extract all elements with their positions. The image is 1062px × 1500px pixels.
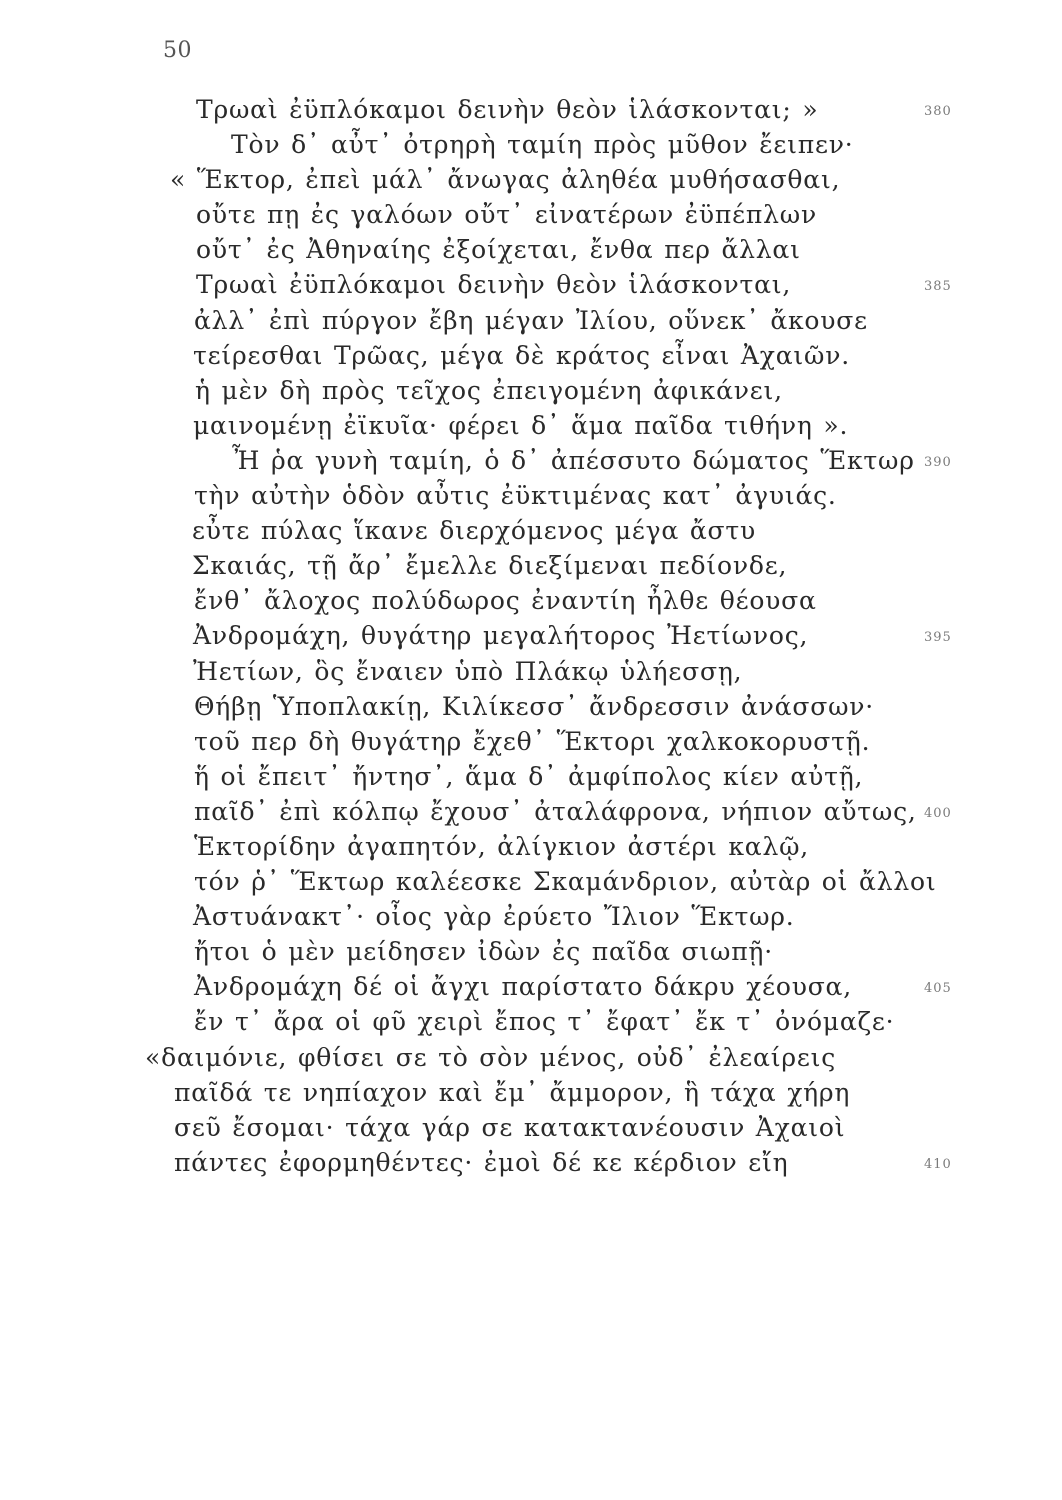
verse-line [0,794,1062,829]
verse-line [0,338,1062,373]
verse-line [0,654,1062,689]
verse-text: « Ἕκτορ, ἐπεὶ μάλ᾽ ἄνωγας ἀληθέα μυθήσασθαι, [170,165,841,195]
verse-text: Ἀνδρομάχη δέ οἱ ἄγχι παρίστατο δάκρυ χέουσα, [194,972,852,1002]
verse-line [0,1110,1062,1145]
verse-line [0,1040,1062,1075]
verse-line [0,127,1062,162]
verse-line [0,934,1062,969]
verse-text: Τρωαὶ ἐϋπλόκαμοι δεινὴν θεὸν ἱλάσκονται, [196,270,792,300]
verse-line [0,197,1062,232]
line-number: 390 [924,454,952,470]
verse-text: τοῦ περ δὴ θυγάτηρ ἔχεθ᾽ Ἕκτορι χαλκοκορυστῇ. [194,726,871,756]
verse-line [0,899,1062,934]
verse-text: σεῦ ἔσομαι· τάχα γάρ σε κατακτανέουσιν Ἀχαιοὶ [174,1112,846,1142]
verse-text: Ἑκτορίδην ἀγαπητόν, ἀλίγκιον ἀστέρι καλῷ, [194,831,810,861]
verse-line [0,829,1062,864]
line-number: 380 [924,104,952,119]
verse-line [0,548,1062,583]
verse-text: παῖδ᾽ ἐπὶ κόλπῳ ἔχουσ᾽ ἀταλάφρονα, νήπιον αὔτως, [194,796,917,826]
verse-line [0,443,1062,478]
verse-line [0,478,1062,513]
line-number: 395 [924,630,952,646]
verse-line [0,689,1062,724]
verse-line [0,1075,1062,1110]
verse-line [0,618,1062,653]
verse-line [0,759,1062,794]
verse-text: πάντες ἐφορμηθέντες· ἐμοὶ δέ κε κέρδιον εἴη [174,1147,789,1177]
verse-line [0,267,1062,302]
verse-text: οὔτ᾽ ἐς Ἀθηναίης ἐξοίχεται, ἔνθα περ ἄλλαι [196,235,801,265]
verse-line [0,162,1062,197]
verse-line [0,864,1062,899]
verse-text: ἤτοι ὁ μὲν μείδησεν ἰδὼν ἐς παῖδα σιωπῇ· [194,937,773,967]
verse-line [0,303,1062,338]
verse-line [0,408,1062,443]
verse-text: ἀλλ᾽ ἐπὶ πύργον ἔβη μέγαν Ἰλίου, οὕνεκ᾽ ἄκουσε [194,305,868,335]
verse-line [0,1004,1062,1039]
verse-text: ἥ οἱ ἔπειτ᾽ ἤντησ᾽, ἅμα δ᾽ ἀμφίπολος κίεν αὐτῇ, [194,761,864,791]
verse-line [0,373,1062,408]
verse-line [0,724,1062,759]
verse-line [0,583,1062,618]
verse-text: ἔνθ᾽ ἄλοχος πολύδωρος ἐναντίη ἦλθε θέουσα [194,586,817,616]
verse-text: Σκαιάς, τῇ ἄρ᾽ ἔμελλε διεξίμεναι πεδίονδε, [192,551,788,581]
verse-text: τόν ῥ᾽ Ἕκτωρ καλέεσκε Σκαμάνδριον, αὐτὰρ οἱ ἄλλοι [194,867,937,897]
verse-line [0,513,1062,548]
verse-text: οὔτε πῃ ἐς γαλόων οὔτ᾽ εἰνατέρων ἐϋπέπλων [196,200,817,230]
verse-line [0,232,1062,267]
verse-text: Τρωαὶ ἐϋπλόκαμοι δεινὴν θεὸν ἱλάσκονται; » [196,95,819,124]
line-number: 405 [924,981,952,997]
verse-text: εὖτε πύλας ἵκανε διερχόμενος μέγα ἄστυ [192,516,757,546]
verse-text: τείρεσθαι Τρῶας, μέγα δὲ κράτος εἶναι Ἀχαιῶν. [193,340,850,370]
verse-line [0,92,1062,127]
line-number: 410 [924,1156,952,1172]
verse-text: Ἀνδρομάχη, θυγάτηρ μεγαλήτορος Ἠετίωνος, [193,621,809,651]
verse-text: τὴν αὐτὴν ὁδὸν αὖτις ἐϋκτιμένας κατ᾽ ἀγυιάς. [194,481,837,511]
line-number: 385 [924,279,952,295]
verse-line [0,969,1062,1004]
line-number: 400 [924,805,952,821]
verse-text: Τὸν δ᾽ αὖτ᾽ ὀτρηρὴ ταμίη πρὸς μῦθον ἔειπεν· [231,130,854,160]
verse-text: μαινομένῃ ἐϊκυῖα· φέρει δ᾽ ἅμα παῖδα τιθήνη ». [193,410,849,440]
verse-text: «δαιμόνιε, φθίσει σε τὸ σὸν μένος, οὐδ᾽ ἐλεαίρεις [145,1042,836,1072]
verse-text: Ἀστυάνακτ᾽· οἶος γὰρ ἐρύετο Ἴλιον Ἕκτωρ. [193,902,795,932]
page-number: 50 [163,38,192,63]
verse-text: ἔν τ᾽ ἄρα οἱ φῦ χειρὶ ἔπος τ᾽ ἔφατ᾽ ἔκ τ᾽ ὀνόμαζε· [194,1007,895,1037]
verse-text: ἡ μὲν δὴ πρὸς τεῖχος ἐπειγομένη ἀφικάνει, [195,375,783,405]
verse-text: Ἦ ῥα γυνὴ ταμίη, ὁ δ᾽ ἀπέσσυτο δώματος Ἕκτωρ [232,445,915,475]
verse-text: Θήβῃ Ὑποπλακίῃ, Κιλίκεσσ᾽ ἄνδρεσσιν ἀνάσσων· [194,691,875,721]
verse-line [0,1145,1062,1180]
verse-text: παῖδά τε νηπίαχον καὶ ἔμ᾽ ἄμμορον, ἣ τάχα χήρη [174,1077,851,1107]
verse-block [0,92,1062,1180]
verse-text: Ἠετίων, ὃς ἔναιεν ὑπὸ Πλάκῳ ὑλήεσσῃ, [193,656,743,686]
